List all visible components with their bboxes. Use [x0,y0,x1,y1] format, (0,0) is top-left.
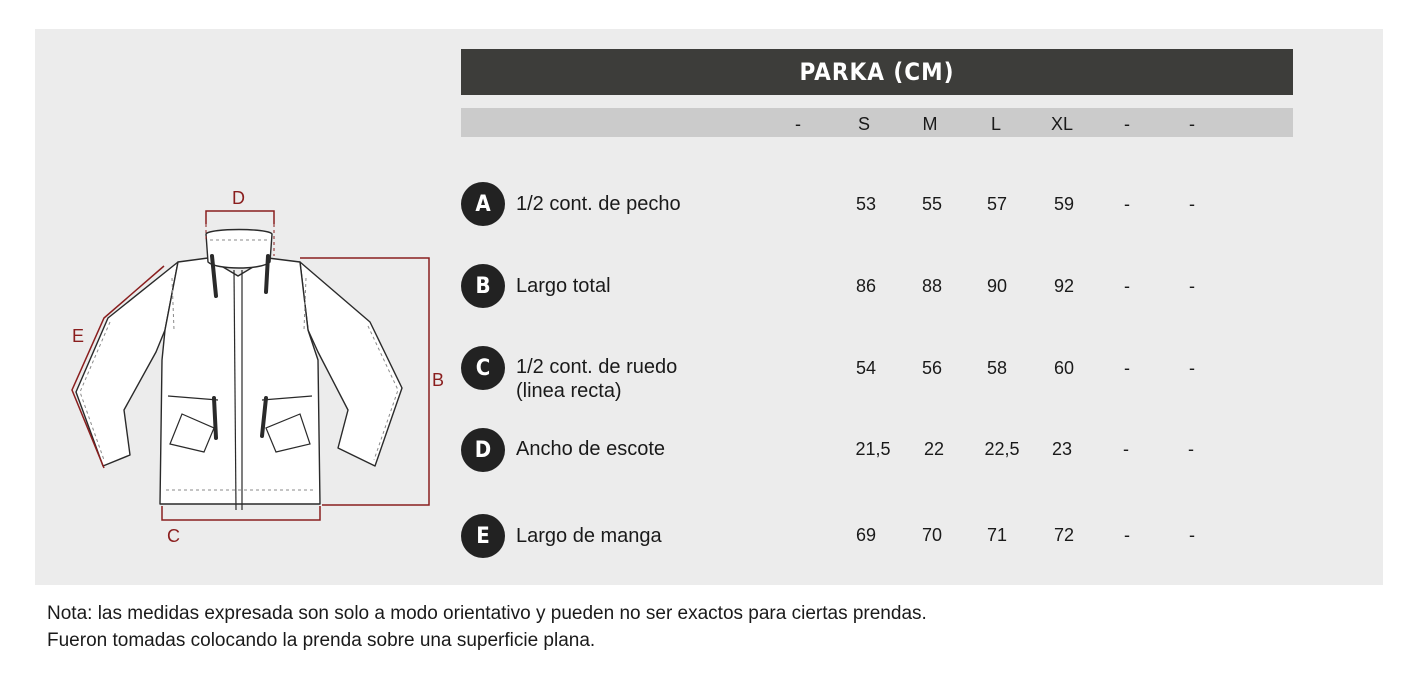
row-a-value-s: 53 [855,194,877,214]
size-header-s: S [857,114,870,134]
row-d-label: Ancho de escote [516,438,665,460]
row-a-value-l: 57 [986,194,1008,214]
row-a-label: 1/2 cont. de pecho [516,193,681,215]
row-d-value-7: - [1188,439,1194,459]
row-e-value-l: 71 [986,525,1008,545]
row-e-value-7: - [1189,525,1195,545]
row-b-label: Largo total [516,275,611,297]
row-a-value-7: - [1189,194,1195,214]
note-line-2: Fueron tomadas colocando la prenda sobre una superficie plana. [47,630,596,651]
row-d-badge: D [461,428,505,472]
dimension-label-b: B [432,370,445,390]
parka-diagram [60,180,450,530]
size-header-l: L [990,114,1001,134]
row-c-value-l: 58 [986,358,1008,378]
row-e-label: Largo de manga [516,525,662,547]
dimension-label-c: C [167,526,180,546]
row-a-badge: A [461,182,505,226]
dimension-label-d: D [232,188,245,208]
row-c-badge: C [461,346,505,390]
row-b-value-l: 90 [986,276,1008,296]
dimension-label-e: E [72,326,85,346]
row-c-value-xl: 60 [1053,358,1075,378]
row-d-value-m: 22 [923,439,945,459]
row-a-value-6: - [1124,194,1130,214]
row-a-value-xl: 59 [1053,194,1075,214]
row-d-value-l: 22,5 [984,439,1020,459]
row-e-value-xl: 72 [1053,525,1075,545]
row-e-badge: E [461,514,505,558]
size-header-1: - [795,114,801,134]
row-b-value-7: - [1189,276,1195,296]
row-e-value-6: - [1124,525,1130,545]
row-c-value-m: 56 [921,358,943,378]
row-c-label-main: 1/2 cont. de ruedo [516,356,678,378]
row-d-value-xl: 23 [1051,439,1073,459]
chart-title: PARKA (CM) [461,49,1293,95]
row-c-value-7: - [1189,358,1195,378]
row-c-label-sub: (linea recta) [516,380,622,402]
row-e-value-m: 70 [921,525,943,545]
size-header-6: - [1124,114,1130,134]
row-d-value-6: - [1123,439,1129,459]
row-b-value-xl: 92 [1053,276,1075,296]
row-b-value-s: 86 [855,276,877,296]
size-header-7: - [1189,114,1195,134]
jacket-body [160,258,320,504]
size-header-xl: XL [1050,114,1074,134]
row-b-value-6: - [1124,276,1130,296]
row-c-value-6: - [1124,358,1130,378]
note-line-1: Nota: las medidas expresada son solo a modo orientativo y pueden no ser exactos para ciertas prendas. [47,603,927,624]
row-b-badge: B [461,264,505,308]
size-header-m: M [922,114,938,134]
row-c-label [516,355,677,403]
hood-collar [206,230,272,269]
row-b-value-m: 88 [921,276,943,296]
row-d-value-s: 21,5 [855,439,891,459]
row-c-value-s: 54 [855,358,877,378]
row-a-value-m: 55 [921,194,943,214]
row-e-value-s: 69 [855,525,877,545]
